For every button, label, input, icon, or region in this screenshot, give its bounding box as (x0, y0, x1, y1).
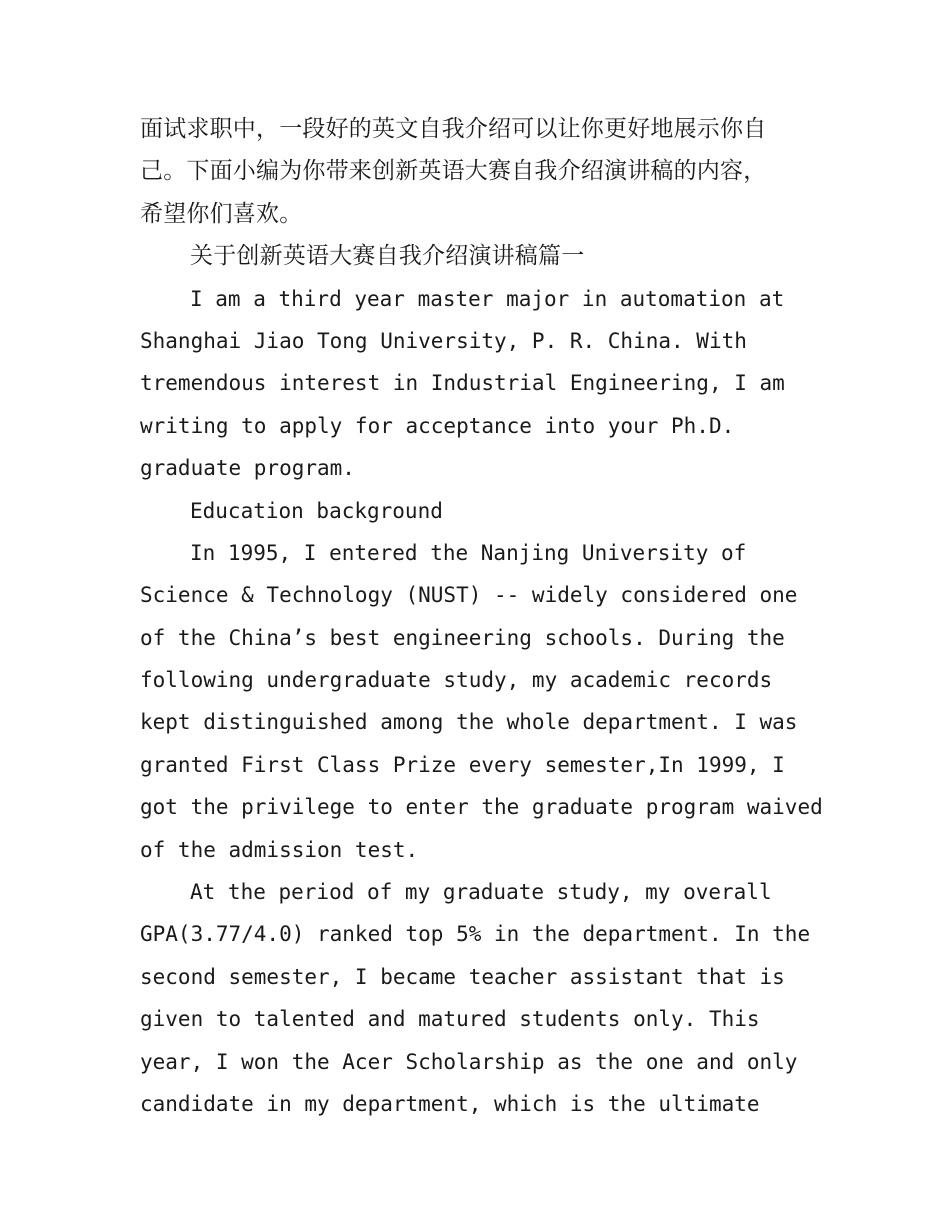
paragraph-line: Shanghai Jiao Tong University, P. R. China. With (140, 328, 747, 353)
paragraph-line: In 1995, I entered the Nanjing University of (190, 540, 747, 565)
section-heading: 关于创新英语大赛自我介绍演讲稿篇一 (190, 243, 585, 270)
paragraph-line: of the China’s best engineering schools. During the (140, 625, 785, 650)
paragraph-line: GPA(3.77/4.0) ranked top 5% in the department. In the (140, 922, 811, 947)
subheading: Education background (190, 498, 443, 523)
paragraph-line: writing to apply for acceptance into your Ph.D. (140, 413, 735, 438)
document-body (140, 108, 823, 1125)
paragraph-line: second semester, I became teacher assistant that is (140, 964, 785, 989)
paragraph-line: tremendous interest in Industrial Engineering, I am (140, 371, 785, 396)
paragraph-line: I am a third year master major in automation at (190, 286, 785, 311)
paragraph-line: kept distinguished among the whole department. I was (140, 710, 798, 735)
paragraph-line: graduate program. (140, 456, 355, 481)
intro-line: 己。下面小编为你带来创新英语大赛自我介绍演讲稿的内容， (140, 158, 767, 185)
paragraph-line: granted First Class Prize every semester,In 1999, I (140, 752, 785, 777)
paragraph-line: candidate in my department, which is the ultimate (140, 1091, 760, 1116)
paragraph-line: following undergraduate study, my academic records (140, 668, 773, 693)
intro-line: 希望你们喜欢。 (140, 200, 303, 227)
paragraph-line: At the period of my graduate study, my overall (190, 880, 772, 905)
paragraph-line: got the privilege to enter the graduate program waived (140, 795, 823, 820)
paragraph-line: year, I won the Acer Scholarship as the one and only (140, 1049, 798, 1074)
paragraph-line: of the admission test. (140, 837, 419, 862)
intro-line: 面试求职中，一段好的英文自我介绍可以让你更好地展示你自 (140, 116, 767, 142)
paragraph-line: given to talented and matured students only. This (140, 1007, 760, 1032)
paragraph-line: Science & Technology (NUST) -- widely considered one (140, 583, 798, 608)
